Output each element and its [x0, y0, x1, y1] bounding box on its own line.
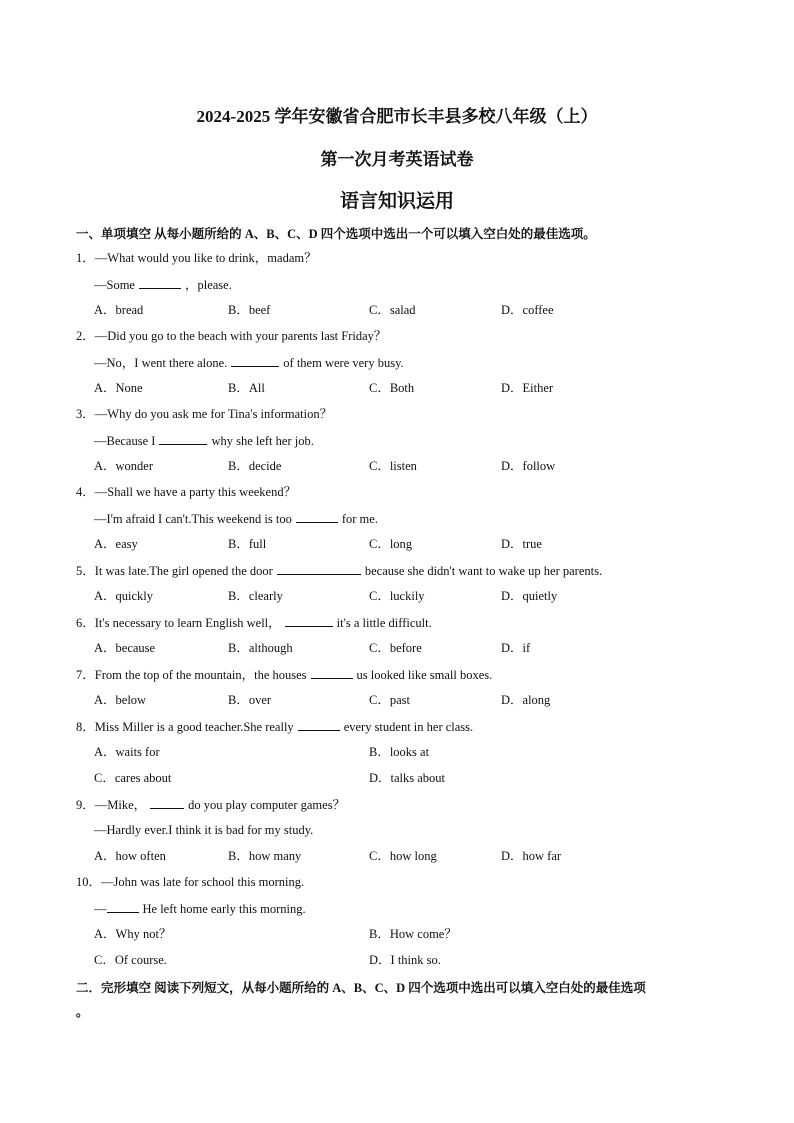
- question-text: Miss Miller is a good teacher.She really: [94, 720, 294, 734]
- section-1-heading: 一、单项填空 从每小题所给的 A、B、C、D 四个选项中选出一个可以填入空白处的最佳选项。: [76, 227, 596, 241]
- option-c[interactable]: C．listen: [369, 459, 417, 473]
- option-a[interactable]: A．easy: [94, 537, 138, 551]
- question-text: —Why do you ask me for Tina's information？: [94, 407, 333, 421]
- option-a[interactable]: A．because: [94, 641, 156, 655]
- option-a[interactable]: A．quickly: [94, 589, 154, 603]
- answer-blank[interactable]: [296, 510, 338, 523]
- answer-blank[interactable]: [231, 354, 279, 367]
- question-number: 7．: [76, 668, 95, 682]
- option-b[interactable]: B．although: [228, 641, 293, 655]
- option-d[interactable]: D．coffee: [501, 303, 554, 317]
- question-6: [76, 614, 432, 631]
- question-9-response: —Hardly ever.I think it is bad for my study.: [94, 823, 314, 837]
- option-d[interactable]: D．quietly: [501, 589, 558, 603]
- option-c[interactable]: C．Both: [369, 381, 415, 395]
- question-2-response: [94, 354, 404, 371]
- answer-blank[interactable]: [150, 796, 184, 809]
- question-text: because she didn't want to wake up her parents.: [364, 564, 603, 578]
- question-4-response: [94, 510, 378, 527]
- response-text: —Because I: [94, 434, 156, 448]
- question-text: —John was late for school this morning.: [101, 875, 305, 889]
- question-number: 6．: [76, 616, 95, 630]
- response-text: ，please.: [184, 278, 232, 292]
- question-text: —Mike，: [94, 798, 147, 812]
- option-d[interactable]: D．along: [501, 693, 551, 707]
- option-b[interactable]: B．full: [228, 537, 267, 551]
- response-text: —No，I went there alone.: [94, 356, 228, 370]
- part-title: 语言知识运用: [339, 191, 454, 212]
- option-d[interactable]: D．I think so.: [369, 953, 441, 967]
- question-number: 2．: [76, 329, 95, 343]
- question-text: it's a little difficult.: [336, 616, 432, 630]
- option-d[interactable]: D．if: [501, 641, 531, 655]
- option-b[interactable]: B．All: [228, 381, 265, 395]
- option-c[interactable]: C．salad: [369, 303, 416, 317]
- option-a[interactable]: A．waits for: [94, 745, 160, 759]
- question-2: [76, 328, 386, 344]
- question-1-response: [94, 276, 232, 293]
- answer-blank[interactable]: [139, 276, 181, 289]
- question-3: [76, 406, 332, 422]
- option-a[interactable]: A．Why not？: [94, 927, 172, 941]
- answer-blank[interactable]: [107, 900, 139, 913]
- option-c[interactable]: C．luckily: [369, 589, 425, 603]
- response-text: why she left her job.: [211, 434, 314, 448]
- option-c[interactable]: C．Of course.: [94, 953, 167, 967]
- option-d[interactable]: D．true: [501, 537, 542, 551]
- question-10-response: [94, 900, 306, 917]
- option-d[interactable]: D．follow: [501, 459, 556, 473]
- question-number: 1．: [76, 251, 95, 265]
- question-5: [76, 562, 602, 579]
- response-text: for me.: [341, 512, 378, 526]
- option-c[interactable]: C．before: [369, 641, 422, 655]
- option-b[interactable]: B．decide: [228, 459, 282, 473]
- question-text: us looked like small boxes.: [356, 668, 493, 682]
- question-text: —Did you go to the beach with your parents last Friday？: [94, 329, 387, 343]
- section-2-heading-end: 。: [76, 1005, 89, 1019]
- answer-blank[interactable]: [277, 562, 361, 575]
- option-c[interactable]: C．cares about: [94, 771, 172, 785]
- option-b[interactable]: B．looks at: [369, 745, 430, 759]
- question-7: [76, 666, 492, 683]
- question-number: 3．: [76, 407, 95, 421]
- option-d[interactable]: D．how far: [501, 849, 562, 863]
- answer-blank[interactable]: [311, 666, 353, 679]
- response-text: —Some: [94, 278, 135, 292]
- question-text: do you play computer games？: [188, 798, 346, 812]
- answer-blank[interactable]: [298, 718, 340, 731]
- option-b[interactable]: B．beef: [228, 303, 271, 317]
- section-2-heading: 二．完形填空 阅读下列短文，从每小题所给的 A、B、C、D 四个选项中选出可以填入空白处的最佳选项: [76, 981, 646, 995]
- answer-blank[interactable]: [159, 432, 207, 445]
- option-d[interactable]: D．Either: [501, 381, 554, 395]
- question-number: 5．: [76, 564, 95, 578]
- option-d[interactable]: D．talks about: [369, 771, 446, 785]
- question-text: —Shall we have a party this weekend？: [94, 485, 297, 499]
- question-text: From the top of the mountain，the houses: [94, 668, 307, 682]
- option-a[interactable]: A．None: [94, 381, 143, 395]
- response-text: He left home early this morning.: [142, 902, 306, 916]
- option-c[interactable]: C．long: [369, 537, 413, 551]
- question-text: every student in her class.: [343, 720, 474, 734]
- option-b[interactable]: B．How come？: [369, 927, 457, 941]
- exam-title: 2024-2025 学年安徽省合肥市长丰县多校八年级（上）: [196, 107, 598, 126]
- option-b[interactable]: B．over: [228, 693, 272, 707]
- question-1: [76, 250, 317, 266]
- question-8: [76, 718, 473, 735]
- question-3-response: [94, 432, 314, 449]
- response-text: —I'm afraid I can't.This weekend is too: [94, 512, 292, 526]
- option-a[interactable]: A．how often: [94, 849, 166, 863]
- question-10: [76, 874, 304, 890]
- response-text: of them were very busy.: [283, 356, 404, 370]
- question-number: 10．: [76, 875, 102, 889]
- answer-blank[interactable]: [285, 614, 333, 627]
- option-b[interactable]: B．clearly: [228, 589, 283, 603]
- response-text: —: [94, 902, 107, 916]
- option-c[interactable]: C．past: [369, 693, 410, 707]
- question-text: —What would you like to drink，madam？: [94, 251, 317, 265]
- option-a[interactable]: A．wonder: [94, 459, 154, 473]
- option-a[interactable]: A．below: [94, 693, 147, 707]
- question-text: It's necessary to learn English well，: [94, 616, 281, 630]
- option-a[interactable]: A．bread: [94, 303, 144, 317]
- question-number: 9．: [76, 798, 95, 812]
- exam-subtitle: 第一次月考英语试卷: [320, 150, 474, 169]
- option-b[interactable]: B．how many: [228, 849, 302, 863]
- option-c[interactable]: C．how long: [369, 849, 437, 863]
- question-9: [76, 796, 345, 813]
- question-text: It was late.The girl opened the door: [94, 564, 273, 578]
- question-number: 4．: [76, 485, 95, 499]
- question-number: 8．: [76, 720, 95, 734]
- question-4: [76, 484, 296, 500]
